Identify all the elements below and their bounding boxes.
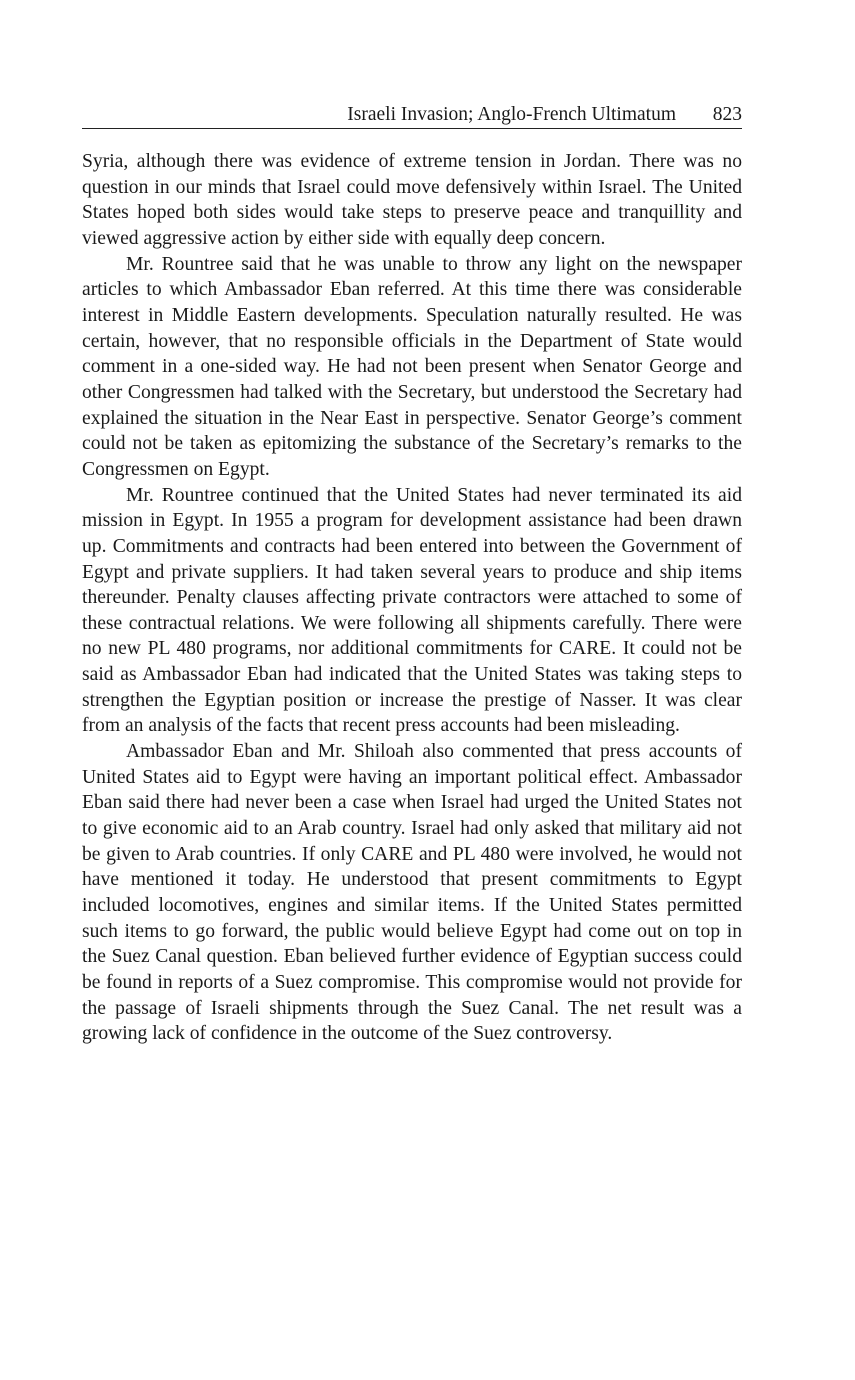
running-head-title: Israeli Invasion; Anglo-French Ultimatum — [347, 104, 676, 125]
body-text — [82, 149, 742, 1047]
page-number: 823 — [712, 104, 742, 125]
paragraph: Mr. Rountree continued that the United States had never terminated its aid mission in Egypt. In 1955 a program for development assistance had been drawn up. Commitments and contracts had been entered into between the Government of Egypt and private suppliers. It had taken several years to produce and ship items thereunder. Penalty clauses affecting private contractors were attached to some of these contractual relations. We were following all shipments carefully. There were no new PL 480 programs, nor additional commitments for CARE. It could not be said as Ambassador Eban had indicated that the United States was taking steps to strengthen the Egyptian position or increase the prestige of Nasser. It was clear from an analysis of the facts that recent press accounts had been misleading. — [82, 484, 742, 737]
running-head — [82, 102, 742, 129]
paragraph: Ambassador Eban and Mr. Shiloah also commented that press accounts of United States aid to Egypt were having an important political effect. Ambassador Eban said there had never been a case when Israel had urged the United States not to give economic aid to an Arab country. Israel had only asked that military aid not be given to Arab countries. If only CARE and PL 480 were involved, he would not have mentioned it today. He understood that present commitments to Egypt included locomotives, engines and similar items. If the United States permitted such items to go forward, the public would believe Egypt had come out on top in the Suez Canal question. Eban believed further evidence of Egyptian success could be found in reports of a Suez compromise. This compromise would not provide for the passage of Israeli shipments through the Suez Canal. The net result was a growing lack of confidence in the outcome of the Suez controversy. — [82, 741, 742, 1045]
document-page — [82, 102, 742, 1047]
paragraph-continued: Syria, although there was evidence of extreme tension in Jordan. There was no question in our minds that Israel could move defensively within Israel. The United States hoped both sides would take steps to preserve peace and tranquillity and viewed aggressive action by either side with equally deep concern. — [82, 151, 742, 249]
paragraph: Mr. Rountree said that he was unable to throw any light on the newspaper articles to which Ambassador Eban referred. At this time there was considerable interest in Middle Eastern developments. Speculation naturally resulted. He was certain, however, that no responsible officials in the Department of State would comment in a one-sided way. He had not been present when Senator George and other Congressmen had talked with the Secretary, but understood the Secretary had explained the situation in the Near East in perspective. Senator George’s comment could not be taken as epitomizing the substance of the Secretary’s remarks to the Congressmen on Egypt. — [82, 253, 742, 480]
